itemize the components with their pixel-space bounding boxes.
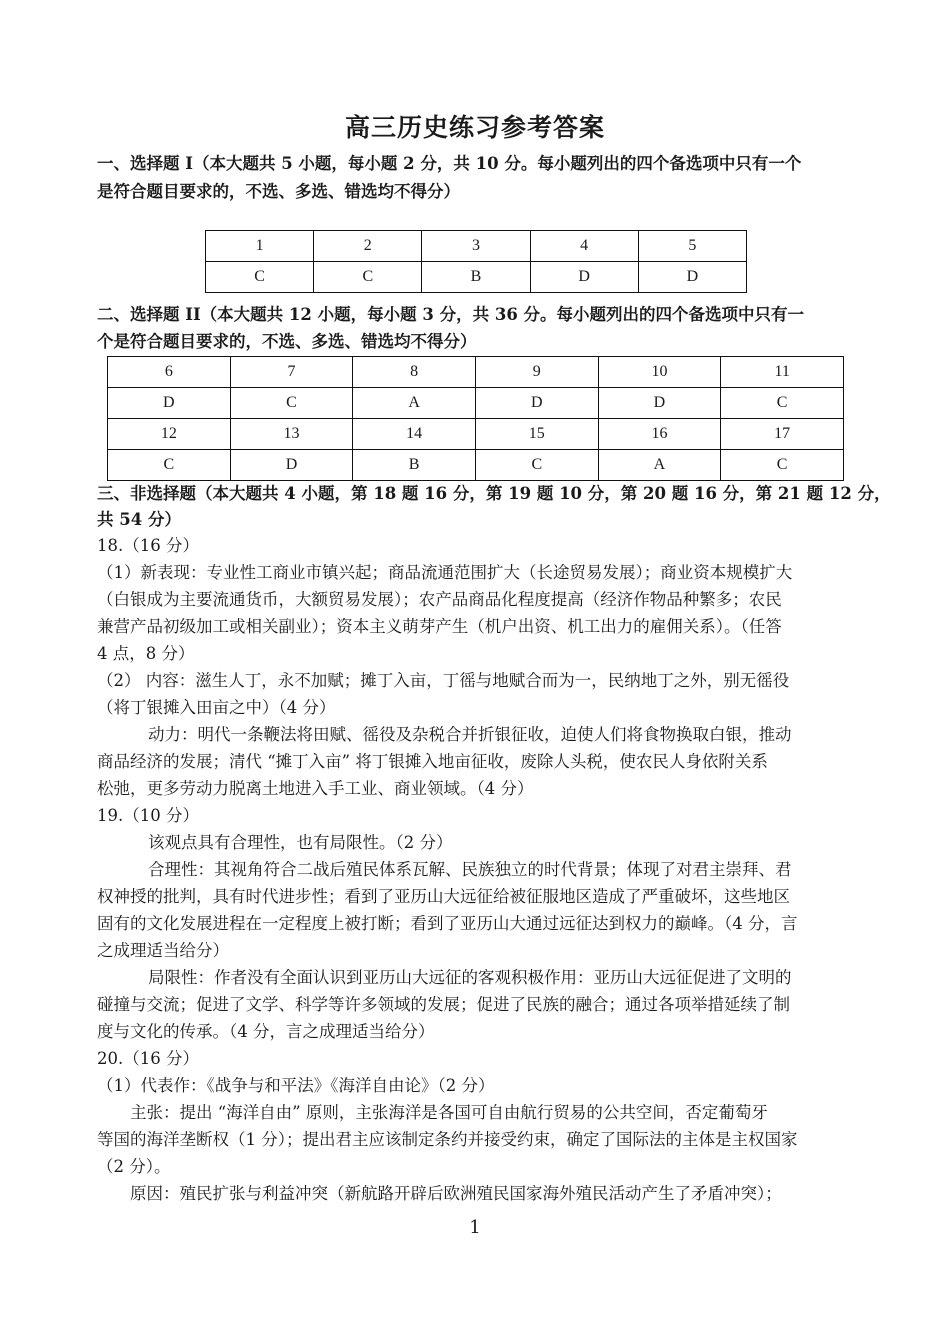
answer-cell: D	[475, 388, 598, 419]
question-number-cell: 13	[230, 419, 353, 450]
q20-heading: 20.（16 分）	[97, 1049, 199, 1068]
question-number-cell: 2	[314, 231, 422, 262]
answer-cell: A	[598, 450, 721, 481]
answer-table-2	[107, 356, 844, 481]
q18-p1-line: 4 点，8 分）	[97, 644, 195, 663]
q20-p2-line: 等国的海洋垄断权（1 分）；提出君主应该制定条约并接受约束，确定了国际法的主体是主权国家	[97, 1130, 798, 1149]
answer-cell: D	[638, 262, 746, 293]
q20-p2-line: （2 分）。	[97, 1157, 171, 1176]
question-number-cell: 16	[598, 419, 721, 450]
question-number-cell: 10	[598, 357, 721, 388]
question-number-cell: 17	[721, 419, 844, 450]
question-number-cell: 5	[638, 231, 746, 262]
answer-cell: D	[230, 450, 353, 481]
question-number-cell: 15	[475, 419, 598, 450]
section1-heading-line1: 一、选择题 I（本大题共 5 小题，每小题 2 分，共 10 分。每小题列出的四个备选项中只有一个	[97, 154, 802, 173]
question-number-cell: 3	[422, 231, 530, 262]
q18-p3-line: 动力：明代一条鞭法将田赋、徭役及杂税合并折银征收，迫使人们将食物换取白银，推动	[148, 725, 792, 744]
question-number-cell: 8	[353, 357, 476, 388]
q19-p2-line: 权神授的批判，具有时代进步性；看到了亚历山大远征给被征服地区造成了严重破坏，这些地区	[97, 887, 790, 906]
q20-p2-line: 主张：提出 “海洋自由” 原则，主张海洋是各国可自由航行贸易的公共空间，否定葡萄牙	[130, 1103, 768, 1122]
q18-p3-line: 商品经济的发展；清代 “摊丁入亩” 将丁银摊入地亩征收，废除人头税，使农民人身依附关系	[97, 752, 768, 771]
question-number-cell: 7	[230, 357, 353, 388]
answer-cell: C	[475, 450, 598, 481]
question-number-cell: 6	[108, 357, 231, 388]
table-row	[206, 231, 747, 262]
section2-heading-line2: 个是符合题目要求的，不选、多选、错选均不得分）	[97, 332, 477, 351]
answer-cell: D	[598, 388, 721, 419]
q19-p1: 该观点具有合理性，也有局限性。（2 分）	[148, 833, 453, 852]
table-row	[108, 450, 844, 481]
table-row	[108, 419, 844, 450]
answer-cell: A	[353, 388, 476, 419]
table-row	[108, 357, 844, 388]
page-title: 高三历史练习参考答案	[344, 113, 605, 142]
table-row	[206, 262, 747, 293]
table-row	[108, 388, 844, 419]
question-number-cell: 4	[530, 231, 638, 262]
answer-cell: C	[108, 450, 231, 481]
question-number-cell: 9	[475, 357, 598, 388]
question-number-cell: 11	[721, 357, 844, 388]
answer-cell: C	[206, 262, 314, 293]
answer-cell: D	[108, 388, 231, 419]
q18-p2-line: （2） 内容：滋生人丁，永不加赋；摊丁入亩，丁徭与地赋合而为一，民纳地丁之外，别无徭役	[97, 671, 790, 690]
page-number: 1	[469, 1217, 481, 1238]
question-number-cell: 12	[108, 419, 231, 450]
section3-heading-line2: 共 54 分）	[97, 510, 181, 529]
q19-p3-line: 度与文化的传承。（4 分，言之成理适当给分）	[97, 1022, 435, 1041]
q18-p2-line: （将丁银摊入田亩之中）（4 分）	[97, 698, 336, 717]
answer-cell: B	[422, 262, 530, 293]
q19-p3-line: 局限性：作者没有全面认识到亚历山大远征的客观积极作用：亚历山大远征促进了文明的	[148, 968, 792, 987]
q19-p2-line: 之成理适当给分）	[97, 941, 229, 960]
q19-p3-line: 碰撞与交流；促进了文学、科学等许多领域的发展；促进了民族的融合；通过各项举措延续了制	[97, 995, 790, 1014]
q18-p3-line: 松弛，更多劳动力脱离土地进入手工业、商业领域。（4 分）	[97, 779, 534, 798]
q18-p1-line: （1）新表现：专业性工商业市镇兴起；商品流通范围扩大（长途贸易发展）；商业资本规模扩大	[97, 563, 793, 582]
section3-heading-line1: 三、非选择题（本大题共 4 小题，第 18 题 16 分，第 19 题 10 分，第 20 题 16 分，第 21 题 12 分，	[97, 484, 891, 503]
q19-heading: 19.（10 分）	[97, 806, 199, 825]
q18-p1-line: 兼营产品初级加工或相关副业）；资本主义萌芽产生（机户出资、机工出力的雇佣关系）。（任答	[97, 617, 782, 636]
q20-p1: （1）代表作：《战争与和平法》《海洋自由论》（2 分）	[97, 1076, 495, 1095]
question-number-cell: 1	[206, 231, 314, 262]
q19-p2-line: 固有的文化发展进程在一定程度上被打断；看到了亚历山大通过远征达到权力的巅峰。（4 分，言	[97, 914, 798, 933]
q18-heading: 18.（16 分）	[97, 536, 199, 555]
answer-cell: C	[721, 388, 844, 419]
section2-heading-line1: 二、选择题 II（本大题共 12 小题，每小题 3 分，共 36 分。每小题列出的四个备选项中只有一	[97, 305, 805, 324]
answer-table-1	[205, 230, 747, 293]
answer-cell: D	[530, 262, 638, 293]
q20-p3: 原因：殖民扩张与利益冲突（新航路开辟后欧洲殖民国家海外殖民活动产生了矛盾冲突）；	[130, 1184, 782, 1203]
q19-p2-line: 合理性：其视角符合二战后殖民体系瓦解、民族独立的时代背景；体现了对君主崇拜、君	[148, 860, 792, 879]
section1-heading-line2: 是符合题目要求的，不选、多选、错选均不得分）	[97, 182, 460, 201]
q18-p1-line: （白银成为主要流通货币，大额贸易发展）；农产品商品化程度提高（经济作物品种繁多；农民	[97, 590, 782, 609]
answer-cell: C	[721, 450, 844, 481]
answer-cell: C	[230, 388, 353, 419]
answer-cell: C	[314, 262, 422, 293]
answer-cell: B	[353, 450, 476, 481]
question-number-cell: 14	[353, 419, 476, 450]
